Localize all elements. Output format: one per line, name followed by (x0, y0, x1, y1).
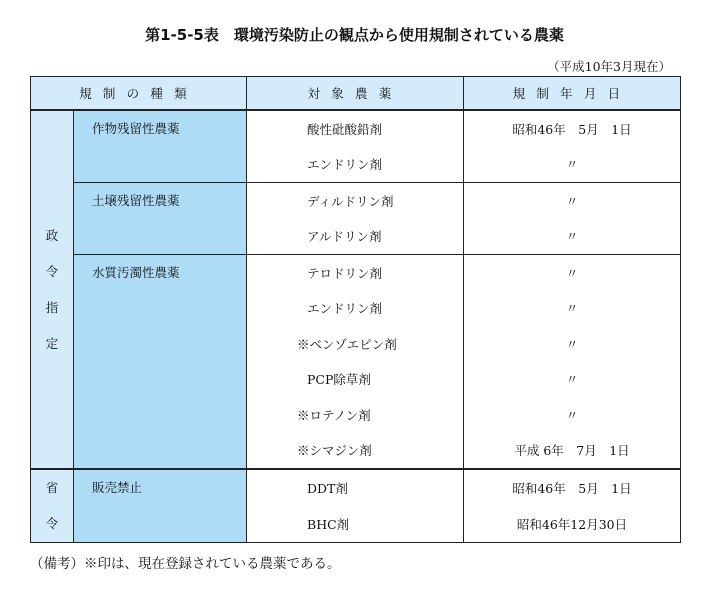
pesticide-cell: PCP除草剤 (247, 362, 464, 398)
pesticide-cell: テロドリン剤 (247, 255, 464, 291)
date-cell: 〃 (464, 291, 681, 327)
date-cell: 昭和46年 5月 1日 (464, 110, 681, 147)
group-label-cabinet-order (31, 110, 74, 469)
header-regulation-type: 規制の種類 (31, 77, 247, 111)
pesticide-cell: ※ベンゾエピン剤 (247, 326, 464, 362)
group-label-ministerial-order (31, 469, 74, 543)
group-label-char: 令 (45, 516, 59, 531)
footnote: （備考）※印は、現在登録されている農薬である。 (30, 556, 341, 572)
group-label-char: 定 (45, 335, 59, 351)
date-cell: 〃 (464, 362, 681, 398)
date-cell: 〃 (464, 255, 681, 291)
table-title: 第1-5-5表 環境汚染防止の観点から使用規制されている農薬 (145, 26, 564, 44)
table-header-row (31, 77, 681, 111)
pesticide-cell: エンドリン剤 (247, 291, 464, 327)
pesticide-cell: アルドリン剤 (247, 219, 464, 255)
table-row (31, 255, 681, 291)
category-soil-residue: 土壌残留性農薬 (74, 183, 247, 255)
header-pesticide: 対象農薬 (247, 77, 464, 111)
pesticide-cell: ディルドリン剤 (247, 183, 464, 219)
group-label-char: 省 (45, 480, 59, 495)
group-label-char: 令 (45, 263, 59, 279)
group-label-char: 指 (45, 299, 59, 315)
category-sales-ban: 販売禁止 (74, 469, 247, 543)
date-cell: 〃 (464, 219, 681, 255)
date-cell: 昭和46年 5月 1日 (464, 469, 681, 506)
pesticide-cell: エンドリン剤 (247, 147, 464, 183)
table-row (31, 469, 681, 506)
table-row (31, 183, 681, 219)
date-cell: 平成 6年 7月 1日 (464, 433, 681, 470)
date-cell: 〃 (464, 183, 681, 219)
as-of-date: （平成10年3月現在） (547, 59, 671, 74)
category-crop-residue: 作物残留性農薬 (74, 110, 247, 183)
pesticide-cell: 酸性砒酸鉛剤 (247, 110, 464, 147)
date-cell: 〃 (464, 397, 681, 433)
date-cell: 昭和46年12月30日 (464, 506, 681, 543)
header-date: 規制年月日 (464, 77, 681, 111)
category-water-pollution: 水質汚濁性農薬 (74, 255, 247, 470)
regulated-pesticides-table (30, 76, 681, 543)
date-cell: 〃 (464, 326, 681, 362)
table-row (31, 110, 681, 147)
pesticide-cell: DDT剤 (247, 469, 464, 506)
date-cell: 〃 (464, 147, 681, 183)
pesticide-cell: ※ロテノン剤 (247, 397, 464, 433)
pesticide-cell: BHC剤 (247, 506, 464, 543)
group-label-char: 政 (45, 227, 59, 243)
pesticide-cell: ※シマジン剤 (247, 433, 464, 470)
